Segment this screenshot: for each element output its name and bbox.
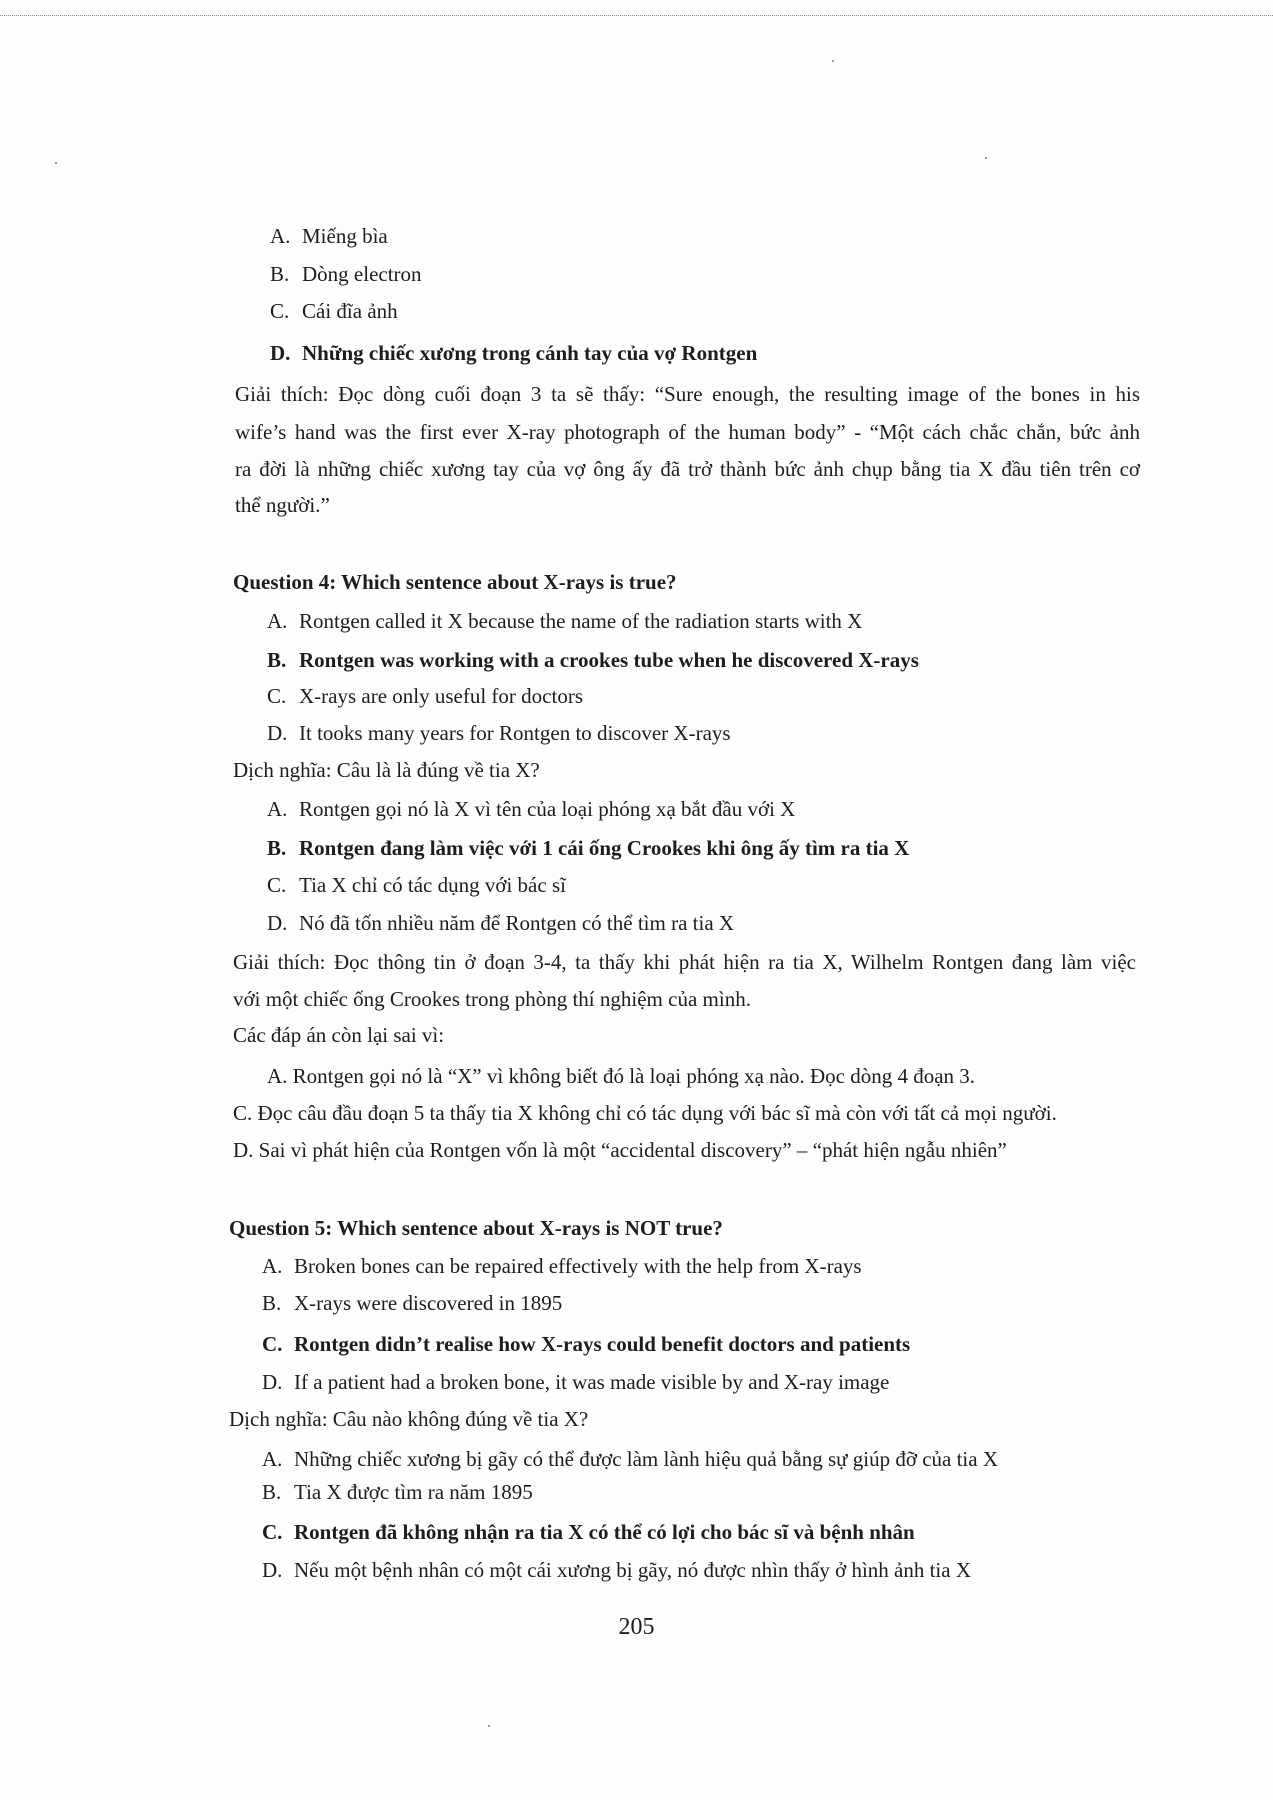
q4-explanation-line: Giải thích: Đọc thông tin ở đoạn 3-4, ta thấy khi phát hiện ra tia X, Wilhelm Rontgen đang làm việc (233, 950, 1136, 974)
q3-explanation-line: ra đời là những chiếc xương tay của vợ ông ấy đã trở thành bức ảnh chụp bằng tia X đầu tiên trên cơ (235, 457, 1140, 481)
q4-heading: Question 4: Which sentence about X-rays is true? (233, 570, 677, 594)
q4-option-c: C. X-rays are only useful for doctors (267, 684, 583, 708)
q3-explanation-line: thể người.” (235, 493, 330, 517)
q4-other-reason: D. Sai vì phát hiện của Rontgen vốn là một “accidental discovery” – “phát hiện ngẫu nhiên” (233, 1138, 1007, 1162)
q3-option-d-correct: D. Những chiếc xương trong cánh tay của vợ Rontgen (270, 341, 758, 365)
q4-other-reason: C. Đọc câu đầu đoạn 5 ta thấy tia X không chỉ có tác dụng với bác sĩ mà còn với tất cả mọi người. (233, 1101, 1057, 1125)
q3-explanation-line: wife’s hand was the first ever X-ray photograph of the human body” - “Một cách chắc chắn, bức ảnh (235, 420, 1140, 444)
q4-translation-b-correct: B. Rontgen đang làm việc với 1 cái ống Crookes khi ông ấy tìm ra tia X (267, 836, 910, 860)
q4-others-heading: Các đáp án còn lại sai vì: (233, 1023, 445, 1047)
q3-option-c: C. Cái đĩa ảnh (270, 299, 398, 323)
q5-option-c-correct: C. Rontgen didn’t realise how X-rays could benefit doctors and patients (262, 1332, 911, 1356)
q4-option-b-correct: B. Rontgen was working with a crookes tube when he discovered X-rays (267, 648, 919, 672)
q3-option-b: B. Dòng electron (270, 262, 422, 286)
q3-explanation-line: Giải thích: Đọc dòng cuối đoạn 3 ta sẽ thấy: “Sure enough, the resulting image of the bones in his (235, 382, 1140, 406)
page-number: 205 (618, 1614, 655, 1640)
q5-option-a: A. Broken bones can be repaired effectively with the help from X-rays (262, 1254, 862, 1278)
q3-option-a: A. Miếng bìa (270, 224, 388, 248)
q5-translation-heading: Dịch nghĩa: Câu nào không đúng về tia X? (229, 1407, 589, 1431)
q4-translation-d: D. Nó đã tốn nhiều năm để Rontgen có thể tìm ra tia X (267, 911, 735, 935)
q4-other-reason: A. Rontgen gọi nó là “X” vì không biết đó là loại phóng xạ nào. Đọc dòng 4 đoạn 3. (267, 1064, 976, 1088)
q5-heading: Question 5: Which sentence about X-rays is NOT true? (229, 1216, 723, 1240)
q4-option-d: D. It tooks many years for Rontgen to discover X-rays (267, 721, 731, 745)
q5-translation-d: D. Nếu một bệnh nhân có một cái xương bị gãy, nó được nhìn thấy ở hình ảnh tia X (262, 1558, 972, 1582)
q5-translation-a: A. Những chiếc xương bị gãy có thể được làm lành hiệu quả bằng sự giúp đỡ của tia X (262, 1447, 999, 1471)
q4-translation-a: A. Rontgen gọi nó là X vì tên của loại phóng xạ bắt đầu với X (267, 797, 796, 821)
q4-explanation-line: với một chiếc ống Crookes trong phòng thí nghiệm của mình. (233, 987, 751, 1011)
q4-translation-c: C. Tia X chỉ có tác dụng với bác sĩ (267, 873, 566, 897)
q4-option-a: A. Rontgen called it X because the name of the radiation starts with X (267, 609, 863, 633)
q5-option-d: D. If a patient had a broken bone, it was made visible by and X-ray image (262, 1370, 890, 1394)
q5-translation-c-correct: C. Rontgen đã không nhận ra tia X có thể có lợi cho bác sĩ và bệnh nhân (262, 1520, 915, 1544)
q4-translation-heading: Dịch nghĩa: Câu là là đúng về tia X? (233, 758, 540, 782)
q5-translation-b: B. Tia X được tìm ra năm 1895 (262, 1480, 533, 1504)
q5-option-b: B. X-rays were discovered in 1895 (262, 1291, 563, 1315)
